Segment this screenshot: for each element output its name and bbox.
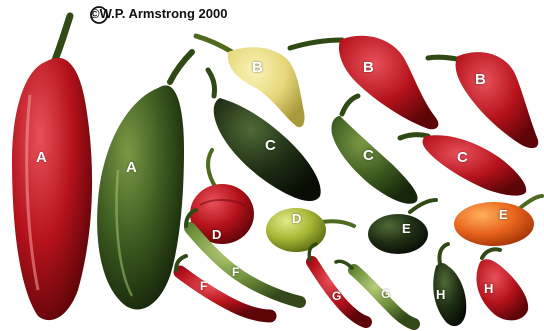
pepper-label: F bbox=[200, 279, 208, 293]
pepper-label: H bbox=[436, 287, 446, 302]
pepper-label: A bbox=[126, 159, 137, 176]
pepper-d-red bbox=[190, 150, 254, 244]
pepper-label: H bbox=[484, 281, 494, 296]
pepper-label: C bbox=[363, 147, 374, 164]
pepper-label: E bbox=[499, 207, 508, 222]
pepper-a-red bbox=[12, 16, 92, 320]
pepper-label: G bbox=[381, 287, 391, 301]
pepper-label: B bbox=[475, 71, 486, 88]
copyright-text: ©W.P. Armstrong 2000 bbox=[90, 6, 228, 21]
pepper-d-lime bbox=[266, 208, 354, 252]
pepper-b-red-1 bbox=[290, 36, 438, 130]
pepper-h-green bbox=[433, 244, 466, 326]
pepper-label: A bbox=[36, 149, 47, 166]
pepper-label: E bbox=[402, 221, 411, 236]
pepper-label: D bbox=[212, 227, 222, 242]
pepper-label: F bbox=[232, 265, 240, 279]
pepper-label: B bbox=[363, 59, 374, 76]
pepper-b-red-2 bbox=[428, 52, 538, 148]
pepper-label: B bbox=[252, 59, 263, 76]
pepper-e-orange bbox=[454, 196, 542, 246]
pepper-label: D bbox=[292, 211, 302, 226]
pepper-label: G bbox=[332, 289, 342, 303]
pepper-label: C bbox=[265, 137, 276, 154]
pepper-g-red bbox=[309, 244, 366, 322]
pepper-label: C bbox=[457, 149, 468, 166]
